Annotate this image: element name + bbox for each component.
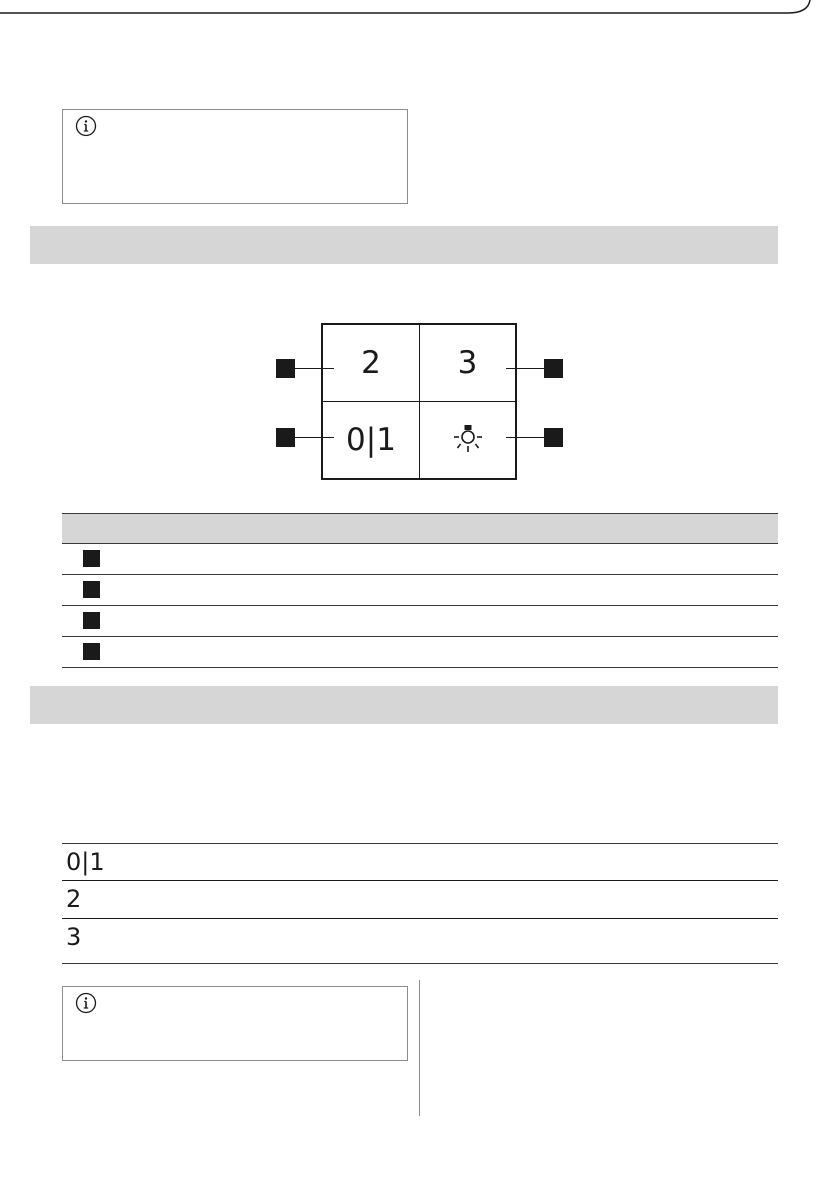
info-note-box-top [62,109,408,204]
legend-table-header [62,513,778,544]
section-heading-bar-operation [30,686,778,724]
on-off-button[interactable]: 0|1 [346,422,396,458]
legend-marker [83,550,100,567]
info-icon [75,992,97,1014]
button-table-row-on-off [62,843,778,881]
lamp-icon [451,423,485,457]
column-divider [419,980,420,1116]
legend-marker [83,612,100,629]
callout-marker-speed-3 [544,359,563,378]
section-heading-bar-control-panel [30,226,778,264]
speed-3-button[interactable]: 3 [457,345,478,381]
info-icon [75,115,97,137]
callout-line-light [506,437,544,438]
on-off-symbol: 0|1 [66,848,105,876]
button-table-row-speed-3 [62,919,778,964]
callout-marker-on-off [276,428,295,447]
legend-row [62,637,778,668]
legend-row [62,544,778,575]
light-button[interactable] [420,402,515,478]
speed-2-button[interactable]: 2 [361,345,381,381]
button-table-row-speed-2 [62,881,778,919]
info-note-box-bottom [62,986,408,1061]
legend-marker [83,581,100,598]
page-corner-mark [0,0,839,30]
callout-marker-speed-2 [276,359,295,378]
callout-line-speed-3 [506,368,544,369]
legend-marker [83,643,100,660]
callout-line-on-off [295,437,334,438]
control-panel-diagram [321,323,517,480]
legend-row [62,575,778,606]
callout-marker-light [544,428,563,447]
callout-line-speed-2 [295,368,334,369]
speed-3-symbol: 3 [66,923,82,951]
legend-row [62,606,778,637]
speed-2-symbol: 2 [66,885,82,913]
